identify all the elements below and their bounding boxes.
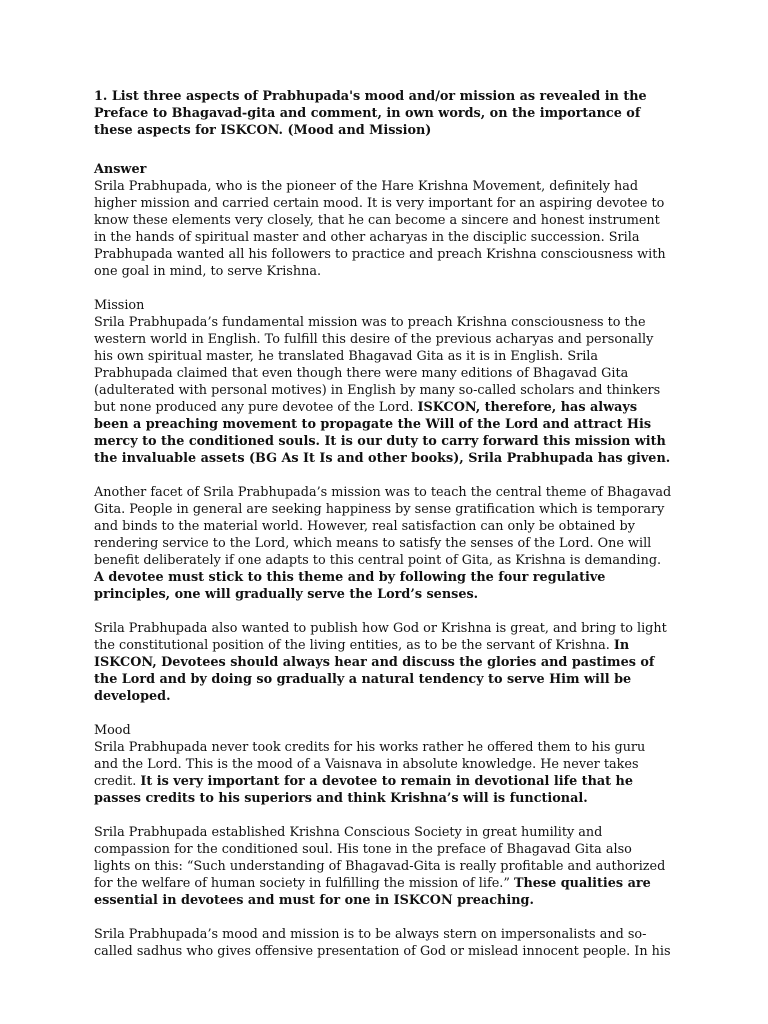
mission-section — [94, 297, 672, 467]
mood-paragraph-1-bold: It is very important for a devotee to remain in devotional life that he passes credits to his superiors and think Krishna’s will is functional. — [94, 774, 633, 806]
mission-paragraph-3-text: Srila Prabhupada also wanted to publish how God or Krishna is great, and bring to light the constitutional position of the living entities, as to be the servant of Krishna. — [94, 621, 667, 653]
answer-paragraph: Srila Prabhupada, who is the pioneer of the Hare Krishna Movement, definitely had higher mission and carried certain mood. It is very important for an aspiring devotee to know these elements very closely, that he can become a sincere and honest instrument in the hands of spiritual master and other acharyas in the disciplic succession. Srila Prabhupada wanted all his followers to practice and preach Krishna consciousness with one goal in mind, to serve Krishna. — [94, 179, 666, 279]
mood-paragraph-3-block — [94, 926, 672, 960]
mood-paragraph-1 — [94, 739, 672, 807]
mission-paragraph-2-block — [94, 484, 672, 603]
mission-paragraph-2-text: Another facet of Srila Prabhupada’s mission was to teach the central theme of Bhagavad Gita. People in general are seeking happiness by sense gratification which is temporary and binds to the material world. However, real satisfaction can only be obtained by rendering service to the Lord, which means to satisfy the senses of the Lord. One will benefit deliberately if one adapts to this central point of Gita, as Krishna is demanding. — [94, 485, 672, 568]
mood-paragraph-2-bold: These qualities are essential in devotees and must for one in ISKCON preaching. — [94, 876, 651, 908]
mood-paragraph-1-text: Srila Prabhupada never took credits for his works rather he offered them to his guru and the Lord. This is the mood of a Vaisnava in absolute knowledge. He never takes credit. — [94, 740, 646, 789]
mission-paragraph-2-bold: A devotee must stick to this theme and by following the four regulative principles, one will gradually serve the Lord’s senses. — [94, 570, 606, 602]
mission-paragraph-3 — [94, 620, 672, 705]
mood-paragraph-2-block — [94, 824, 672, 909]
mood-heading: Mood — [94, 723, 131, 738]
mission-paragraph-1-bold: ISKCON, therefore, has always been a preaching movement to propagate the Will of the Lord and attract His mercy to the conditioned souls. It is our duty to carry forward this mission with the invaluable assets (BG As It Is and other books), Srila Prabhupada has given. — [94, 400, 671, 466]
mission-paragraph-2 — [94, 484, 672, 603]
mission-heading: Mission — [94, 298, 145, 313]
answer-section — [94, 161, 672, 280]
mood-paragraph-2 — [94, 824, 672, 909]
mission-paragraph-3-bold: In ISKCON, Devotees should always hear and discuss the glories and pastimes of the Lord and by doing so gradually a natural tendency to serve Him will be developed. — [94, 638, 655, 704]
mood-paragraph-2-text: Srila Prabhupada established Krishna Conscious Society in great humility and compassion for the conditioned soul. His tone in the preface of Bhagavad Gita also lights on this: “Such understanding of Bhagavad-Gita is really profitable and authorized for the welfare of human society in fulfilling the mission of life.” — [94, 825, 666, 891]
answer-heading: Answer — [94, 162, 147, 177]
mission-paragraph-1-text: Srila Prabhupada’s fundamental mission was to preach Krishna consciousness to the western world in English. To fulfill this desire of the previous acharyas and personally his own spiritual master, he translated Bhagavad Gita as it is in English. Srila Prabhupada claimed that even though there were many editions of Bhagavad Gita (adulterated with personal motives) in English by many so-called scholars and thinkers but none produced any pure devotee of the Lord. — [94, 315, 661, 415]
mission-paragraph-3-block — [94, 620, 672, 705]
mission-paragraph-1 — [94, 314, 672, 467]
mood-paragraph-3: Srila Prabhupada’s mood and mission is to be always stern on impersonalists and so-called sadhus who gives offensive presentation of God or mislead innocent people. In his — [94, 927, 671, 959]
mood-section — [94, 722, 672, 807]
question-text: 1. List three aspects of Prabhupada's mood and/or mission as revealed in the Preface to Bhagavad-gita and comment, in own words, on the importance of these aspects for ISKCON. (Mood and Mission) — [94, 89, 647, 138]
